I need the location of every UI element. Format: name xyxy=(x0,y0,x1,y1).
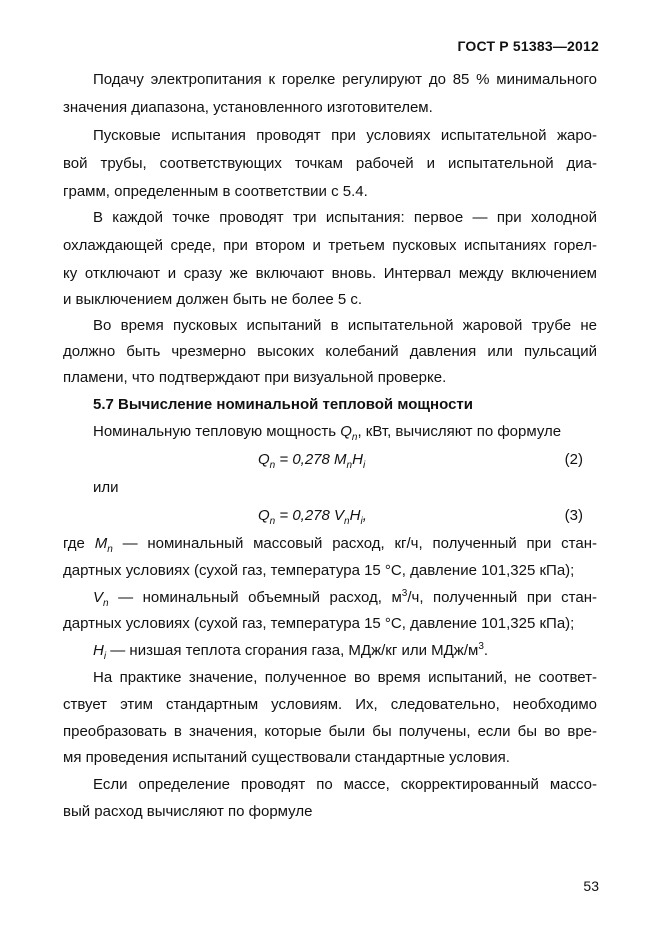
paragraph-line: ку отключают и сразу же включают вновь. Интервал между включением xyxy=(63,265,597,282)
formula-intro: Номинальную тепловую мощность $Q_n$, кВт, вычисляют по формуле xyxy=(93,423,562,443)
paragraph-line: Пусковые испытания проводят при условиях испытательной жаро- xyxy=(93,127,597,144)
paragraph-line: преобразовать в значения, которые были бы получены, если бы во вре- xyxy=(63,723,597,740)
paragraph-line: ствует этим стандартным условиям. Их, следовательно, необходимо xyxy=(63,696,597,713)
page-number: 53 xyxy=(583,878,599,894)
paragraph-line: вой трубы, соответствующих точкам рабочей и испытательной диа- xyxy=(63,155,597,172)
paragraph-line: должно быть чрезмерно высоких колебаний давления или пульсаций xyxy=(63,343,597,360)
paragraph-line: охлаждающей среде, при втором и третьем пусковых испытаниях горел- xyxy=(63,237,597,254)
definition-volume-flow: $V_n$ — номинальный объемный расход, $м^3/ч$, полученный при стан- xyxy=(93,588,597,609)
definition-mass-flow: где $M_n$ — номинальный массовый расход, кг/ч, полученный при стан- xyxy=(63,535,597,555)
paragraph-line: Если определение проводят по массе, скорректированный массо- xyxy=(93,776,597,793)
paragraph-line: мя проведения испытаний существовали стандартные условия. xyxy=(63,749,510,766)
document-id: ГОСТ Р 51383—2012 xyxy=(457,38,599,54)
formula-3: $Q_n = 0,278$ $V_nH_i$, xyxy=(258,507,367,527)
paragraph-line: вый расход вычисляют по формуле xyxy=(63,803,313,820)
definition-heating-value: $H_i$ — низшая теплота сгорания газа, МДж/кг или МДж/$м^3$. xyxy=(93,641,489,662)
paragraph-line: значения диапазона, установленного изготовителем. xyxy=(63,99,433,116)
section-heading: 5.7 Вычисление номинальной тепловой мощности xyxy=(93,396,473,413)
formula-2-number: (2) xyxy=(564,451,583,468)
paragraph-line: На практике значение, полученное во время испытаний, не соответ- xyxy=(93,669,597,686)
paragraph-line: и выключением должен быть не более 5 с. xyxy=(63,291,363,308)
definition-line: дартных условиях (сухой газ, температура 15 °С, давление 101,325 кПа); xyxy=(63,562,575,579)
paragraph-line: Во время пусковых испытаний в испытательной жаровой трубе не xyxy=(93,317,597,334)
formula-2: $Q_n = 0,278$ $M_nH_i$ xyxy=(258,451,366,471)
or-text: или xyxy=(93,479,119,496)
formula-3-number: (3) xyxy=(564,507,583,524)
paragraph-line: пламени, что подтверждают при визуальной проверке. xyxy=(63,369,447,386)
paragraph-line: В каждой точке проводят три испытания: первое — при холодной xyxy=(93,209,597,226)
paragraph-line: грамм, определенным в соответствии с 5.4. xyxy=(63,183,368,200)
definition-line: дартных условиях (сухой газ, температура 15 °С, давление 101,325 кПа); xyxy=(63,615,575,632)
paragraph-line: Подачу электропитания к горелке регулируют до 85 % минимального xyxy=(93,71,597,88)
